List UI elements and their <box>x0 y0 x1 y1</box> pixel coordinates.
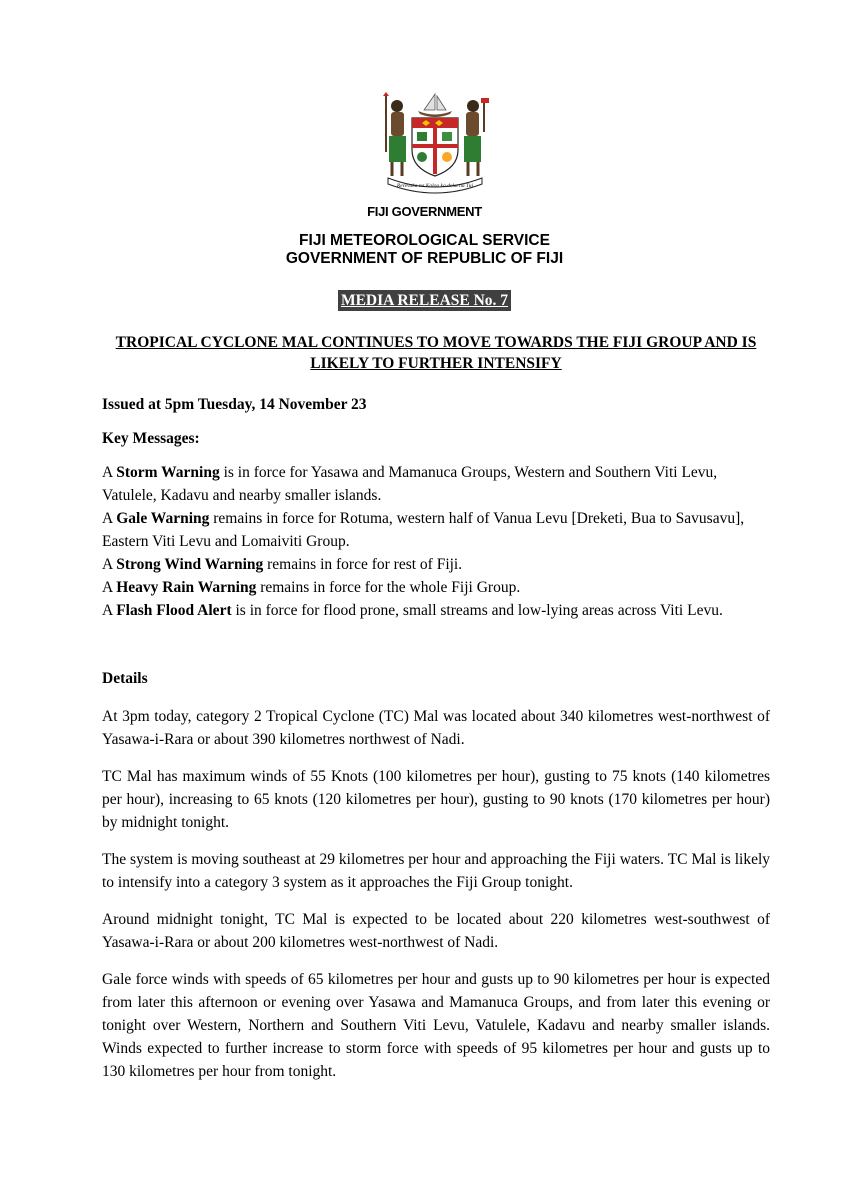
warning-prefix: A <box>102 602 117 619</box>
key-messages-heading: Key Messages: <box>102 430 200 447</box>
warning-item-heavy-rain <box>102 576 770 599</box>
warning-prefix: A <box>102 579 117 596</box>
warning-prefix: A <box>102 556 117 573</box>
media-release-label: MEDIA RELEASE No. 7 <box>338 290 511 311</box>
government-name: FIJI GOVERNMENT <box>367 204 482 219</box>
right-supporter-figure <box>464 98 489 176</box>
agency-line-1: FIJI METEOROLOGICAL SERVICE <box>299 232 550 249</box>
warning-text: remains in force for Rotuma, western half of Vanua Levu [Dreketi, Bua to Savusavu], Eastern Viti Levu and Lomaiviti Group. <box>102 510 745 550</box>
warning-term: Storm Warning <box>116 464 220 481</box>
details-paragraph: The system is moving southeast at 29 kilometres per hour and approaching the Fiji waters. TC Mal is likely to intensify into a category 3 system as it approaches the Fiji Group tonight. <box>102 851 770 891</box>
motto-text: Rerevaka na Kalou ka doka na Tui <box>396 183 474 189</box>
warning-item-storm <box>102 461 770 507</box>
details-paragraph: Around midnight tonight, TC Mal is expected to be located about 220 kilometres west-southwest of Yasawa-i-Rara or about 200 kilometres west-northwest of Nadi. <box>102 911 770 951</box>
canoe-crest <box>418 94 452 117</box>
agency-line-2: GOVERNMENT OF REPUBLIC OF FIJI <box>285 250 564 267</box>
details-heading: Details <box>102 670 148 687</box>
release-headline: TROPICAL CYCLONE MAL CONTINUES TO MOVE TOWARDS THE FIJI GROUP AND IS LIKELY TO FURTHER INTENSIFY <box>115 334 757 372</box>
release-label-row <box>0 290 849 311</box>
details-paragraph: TC Mal has maximum winds of 55 Knots (100 kilometres per hour), gusting to 75 knots (140 kilometres per hour), increasing to 65 knots (120 kilometres per hour), gusting to 90 knots (170 kilometres per hour) by midnight tonight. <box>102 768 770 831</box>
warning-item-strong-wind <box>102 553 770 576</box>
warning-term: Gale Warning <box>116 510 210 527</box>
details-paragraph: Gale force winds with speeds of 65 kilometres per hour and gusts up to 90 kilometres per hour is expected from later this afternoon or evening over Yasawa and Mamanuca Groups, and from later this evening or tonight over Western, Northern and Southern Viti Levu, Vatulele, Kadavu and nearby smaller islands. Winds expected to further increase to storm force with speeds of 95 kilometres per hour and gusts up to 130 kilometres per hour from tonight. <box>102 971 770 1080</box>
key-messages-list <box>102 461 770 622</box>
issued-time: Issued at 5pm Tuesday, 14 November 23 <box>102 396 367 413</box>
left-supporter-figure <box>383 92 406 176</box>
details-paragraph: At 3pm today, category 2 Tropical Cyclone (TC) Mal was located about 340 kilometres west-northwest of Yasawa-i-Rara or about 390 kilometres northwest of Nadi. <box>102 708 770 748</box>
warning-term: Flash Flood Alert <box>116 602 232 619</box>
warning-item-flash-flood <box>102 599 770 622</box>
warning-item-gale <box>102 507 770 553</box>
agency-name <box>0 232 849 268</box>
warning-text: is in force for Yasawa and Mamanuca Groups, Western and Southern Viti Levu, Vatulele, Kadavu and nearby smaller islands. <box>102 464 718 504</box>
motto-ribbon <box>388 178 482 193</box>
fiji-coat-of-arms-icon <box>380 92 490 197</box>
warning-text: remains in force for rest of Fiji. <box>263 556 463 573</box>
warning-text: remains in force for the whole Fiji Group. <box>256 579 521 596</box>
warning-prefix: A <box>102 510 117 527</box>
shield <box>412 118 458 176</box>
warning-term: Strong Wind Warning <box>116 556 264 573</box>
warning-prefix: A <box>102 464 117 481</box>
warning-term: Heavy Rain Warning <box>116 579 257 596</box>
warning-text: is in force for flood prone, small streams and low-lying areas across Viti Levu. <box>231 602 723 619</box>
